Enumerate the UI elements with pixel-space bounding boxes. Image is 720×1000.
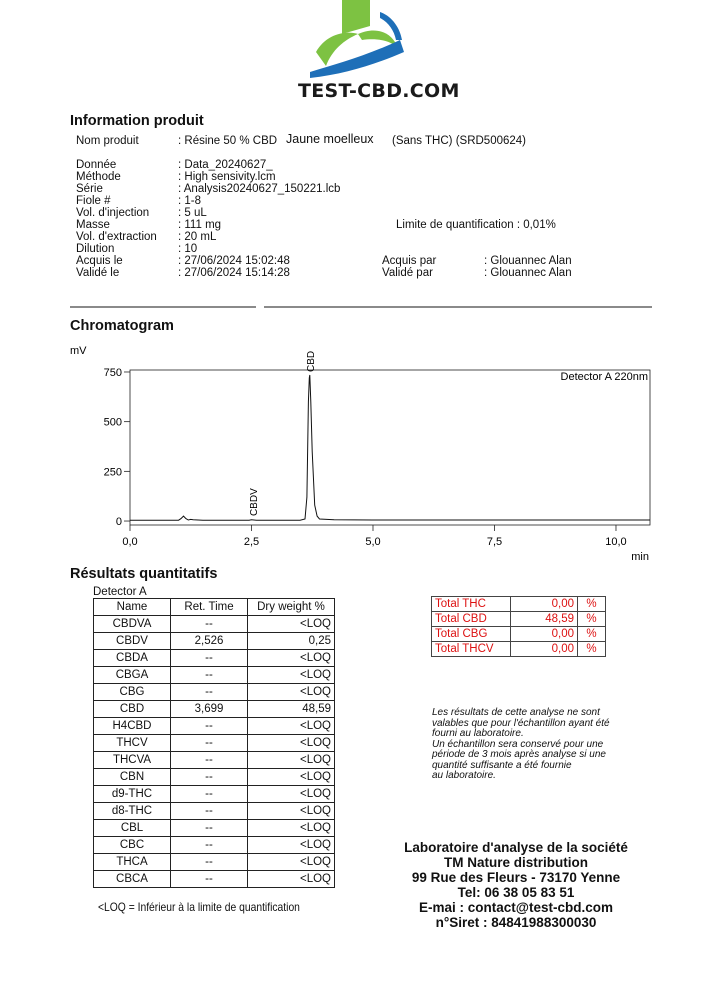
retention-time: -- bbox=[171, 684, 248, 701]
total-unit: % bbox=[578, 597, 606, 612]
compound-name: d9-THC bbox=[94, 786, 171, 803]
table-header-row bbox=[94, 599, 335, 616]
table-row bbox=[94, 871, 335, 888]
info-label: Vol. d'extraction bbox=[76, 231, 157, 243]
divider bbox=[264, 306, 652, 308]
info-value: : Analysis20240627_150221.lcb bbox=[178, 183, 341, 195]
info-value: : High sensivity.lcm bbox=[178, 171, 276, 183]
x-tick-label: 7,5 bbox=[486, 536, 503, 548]
total-name: Total THC bbox=[432, 597, 511, 612]
validated-by-label: Validé par bbox=[382, 267, 433, 279]
compound-name: d8-THC bbox=[94, 803, 171, 820]
compound-name: CBDA bbox=[94, 650, 171, 667]
lab-line: TM Nature distribution bbox=[444, 855, 588, 870]
info-label: Validé le bbox=[76, 267, 120, 279]
compound-name: CBD bbox=[94, 701, 171, 718]
product-row bbox=[76, 132, 716, 149]
disclaimer-line: période de 3 mois après analyse si une bbox=[432, 749, 606, 760]
x-axis-label: min bbox=[631, 551, 649, 563]
chromatogram-heading: Chromatogram bbox=[70, 318, 174, 334]
product-suffix: (Sans THC) (SRD500624) bbox=[392, 135, 527, 147]
info-value: : 27/06/2024 15:02:48 bbox=[178, 255, 290, 267]
column-header: Name bbox=[94, 599, 171, 616]
acquired-by-value: : Glouannec Alan bbox=[484, 255, 572, 267]
table-row bbox=[94, 786, 335, 803]
info-heading: Information produit bbox=[70, 113, 204, 129]
table-row bbox=[94, 735, 335, 752]
y-axis-label: mV bbox=[70, 345, 87, 357]
total-value: 0,00 bbox=[511, 597, 578, 612]
product-value: : Résine 50 % CBD bbox=[178, 135, 278, 147]
detector-label: Detector A 220nm bbox=[560, 371, 648, 383]
info-label: Acquis le bbox=[76, 255, 123, 267]
info-label: Masse bbox=[76, 219, 110, 231]
x-tick-label: 2,5 bbox=[243, 536, 260, 548]
info-value: : 10 bbox=[178, 243, 198, 255]
dry-weight: <LOQ bbox=[248, 854, 335, 871]
total-unit: % bbox=[578, 642, 606, 657]
compound-name: CBC bbox=[94, 837, 171, 854]
dry-weight: <LOQ bbox=[248, 803, 335, 820]
flask-cannabis-logo-icon bbox=[296, 0, 416, 80]
logo-text: TEST-CBD.COM bbox=[298, 80, 460, 102]
retention-time: -- bbox=[171, 650, 248, 667]
table-row bbox=[94, 718, 335, 735]
compound-name: THCV bbox=[94, 735, 171, 752]
compound-name: CBL bbox=[94, 820, 171, 837]
table-row bbox=[94, 667, 335, 684]
dry-weight: 0,25 bbox=[248, 633, 335, 650]
compound-name: THCA bbox=[94, 854, 171, 871]
totals-row bbox=[432, 597, 606, 612]
x-tick-label: 5,0 bbox=[365, 536, 381, 548]
peak-label: CBDV bbox=[248, 488, 260, 517]
retention-time: 2,526 bbox=[171, 633, 248, 650]
compound-name: CBDV bbox=[94, 633, 171, 650]
dry-weight: <LOQ bbox=[248, 752, 335, 769]
total-name: Total CBD bbox=[432, 612, 511, 627]
total-unit: % bbox=[578, 612, 606, 627]
totals-row bbox=[432, 612, 606, 627]
lab-line: Laboratoire d'analyse de la société bbox=[404, 840, 628, 855]
retention-time: -- bbox=[171, 820, 248, 837]
table-row bbox=[94, 837, 335, 854]
disclaimer-line: Un échantillon sera conservé pour une bbox=[432, 738, 604, 750]
product-handwritten: Jaune moelleux bbox=[286, 132, 374, 146]
x-tick-label: 10,0 bbox=[605, 536, 627, 548]
y-tick-label: 500 bbox=[103, 416, 122, 429]
dry-weight: <LOQ bbox=[248, 769, 335, 786]
results-disclaimer bbox=[432, 708, 662, 782]
plot-frame bbox=[130, 370, 650, 525]
lab-address bbox=[380, 840, 652, 930]
compound-name: H4CBD bbox=[94, 718, 171, 735]
y-tick-label: 250 bbox=[103, 466, 122, 479]
retention-time: -- bbox=[171, 803, 248, 820]
info-label: Série bbox=[76, 183, 103, 195]
product-label: Nom produit bbox=[76, 135, 139, 147]
compound-name: THCVA bbox=[94, 752, 171, 769]
total-value: 0,00 bbox=[511, 627, 578, 642]
disclaimer-line: quantité suffisante a été fournie bbox=[432, 759, 572, 771]
info-value: : 111 mg bbox=[178, 219, 222, 231]
retention-time: -- bbox=[171, 735, 248, 752]
acquired-by-label: Acquis par bbox=[382, 255, 437, 267]
chromatogram-trace bbox=[130, 375, 650, 520]
divider bbox=[70, 306, 256, 308]
retention-time: -- bbox=[171, 752, 248, 769]
totals-table bbox=[431, 596, 606, 657]
dry-weight: <LOQ bbox=[248, 786, 335, 803]
table-row bbox=[94, 820, 335, 837]
dry-weight: <LOQ bbox=[248, 616, 335, 633]
table-row bbox=[94, 701, 335, 718]
total-unit: % bbox=[578, 627, 606, 642]
compound-name: CBDVA bbox=[94, 616, 171, 633]
dry-weight: <LOQ bbox=[248, 718, 335, 735]
y-tick-label: 0 bbox=[115, 516, 122, 529]
column-header: Dry weight % bbox=[248, 599, 335, 616]
table-row bbox=[94, 650, 335, 667]
loq-footnote: <LOQ = Inférieur à la limite de quantification bbox=[98, 900, 300, 914]
dry-weight: <LOQ bbox=[248, 735, 335, 752]
quantification-limit: Limite de quantification : 0,01% bbox=[396, 219, 556, 231]
total-value: 48,59 bbox=[511, 612, 578, 627]
info-value: : 1-8 bbox=[178, 195, 202, 207]
table-row bbox=[94, 803, 335, 820]
retention-time: -- bbox=[171, 769, 248, 786]
lab-line: E-mai : contact@test-cbd.com bbox=[419, 900, 613, 915]
table-row bbox=[94, 752, 335, 769]
lab-line: n°Siret : 84841988300030 bbox=[435, 915, 597, 930]
results-heading: Résultats quantitatifs bbox=[70, 566, 218, 582]
retention-time: 3,699 bbox=[171, 701, 248, 718]
info-label: Dilution bbox=[76, 243, 115, 255]
retention-time: -- bbox=[171, 871, 248, 888]
dry-weight: <LOQ bbox=[248, 871, 335, 888]
info-label: Méthode bbox=[76, 171, 121, 183]
results-table bbox=[93, 598, 335, 888]
validated-by-value: : Glouannec Alan bbox=[484, 267, 572, 279]
column-header: Ret. Time bbox=[171, 599, 248, 616]
info-table bbox=[76, 159, 696, 283]
totals-row bbox=[432, 627, 606, 642]
retention-time: -- bbox=[171, 837, 248, 854]
retention-time: -- bbox=[171, 786, 248, 803]
total-name: Total THCV bbox=[432, 642, 511, 657]
info-value: : 27/06/2024 15:14:28 bbox=[178, 267, 290, 279]
disclaimer-line: valables que pour l'échantillon ayant été bbox=[432, 717, 610, 729]
retention-time: -- bbox=[171, 854, 248, 871]
chromatogram-chart bbox=[60, 340, 660, 566]
dry-weight: 48,59 bbox=[248, 701, 335, 718]
compound-name: CBG bbox=[94, 684, 171, 701]
compound-name: CBN bbox=[94, 769, 171, 786]
dry-weight: <LOQ bbox=[248, 820, 335, 837]
table-row bbox=[94, 854, 335, 871]
compound-name: CBCA bbox=[94, 871, 171, 888]
disclaimer-line: Les résultats de cette analyse ne sont bbox=[432, 707, 600, 718]
lab-line: Tel: 06 38 05 83 51 bbox=[457, 885, 575, 900]
table-row bbox=[94, 769, 335, 786]
info-label: Vol. d'injection bbox=[76, 207, 150, 219]
disclaimer-line: fourni au laboratoire. bbox=[432, 728, 524, 739]
table-row bbox=[94, 616, 335, 633]
x-tick-label: 0,0 bbox=[122, 536, 138, 548]
dry-weight: <LOQ bbox=[248, 684, 335, 701]
table-row bbox=[94, 684, 335, 701]
lab-line: 99 Rue des Fleurs - 73170 Yenne bbox=[411, 870, 621, 885]
totals-row bbox=[432, 642, 606, 657]
dry-weight: <LOQ bbox=[248, 667, 335, 684]
table-row bbox=[94, 633, 335, 650]
total-value: 0,00 bbox=[511, 642, 578, 657]
retention-time: -- bbox=[171, 667, 248, 684]
retention-time: -- bbox=[171, 616, 248, 633]
peak-label: CBD bbox=[305, 350, 317, 372]
dry-weight: <LOQ bbox=[248, 837, 335, 854]
info-value: : Data_20240627_ bbox=[178, 159, 273, 171]
info-value: : 20 mL bbox=[178, 231, 217, 243]
info-label: Donnée bbox=[76, 159, 117, 171]
y-tick-label: 750 bbox=[103, 366, 122, 379]
total-name: Total CBG bbox=[432, 627, 511, 642]
info-label: Fiole # bbox=[76, 195, 111, 207]
compound-name: CBGA bbox=[94, 667, 171, 684]
retention-time: -- bbox=[171, 718, 248, 735]
dry-weight: <LOQ bbox=[248, 650, 335, 667]
disclaimer-line: au laboratoire. bbox=[432, 770, 496, 781]
results-detector: Detector A bbox=[93, 586, 147, 598]
info-value: : 5 uL bbox=[178, 207, 207, 219]
